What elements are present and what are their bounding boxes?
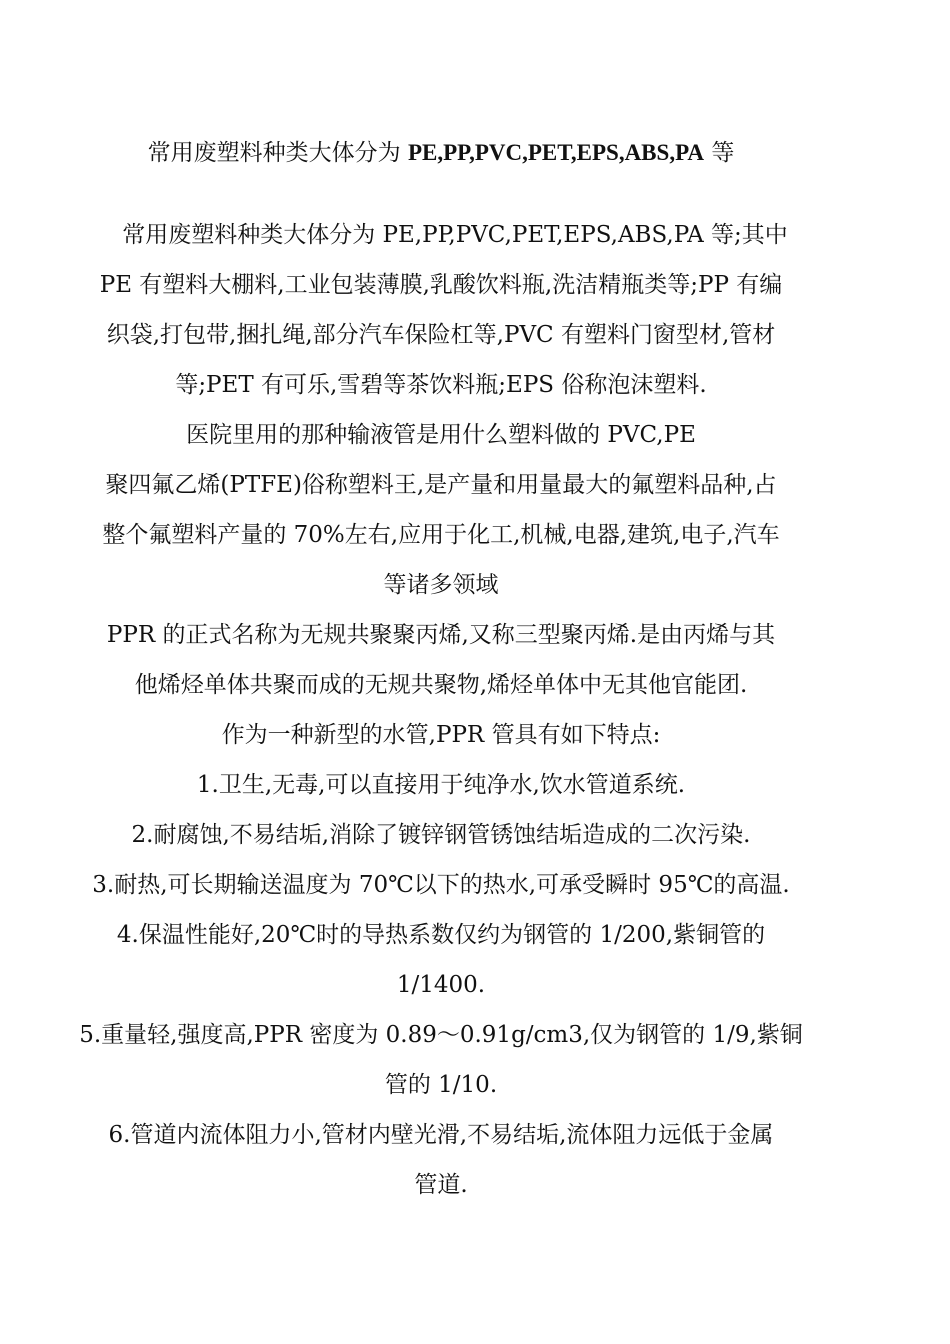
list-item-3: 3.耐热,可长期输送温度为 70℃以下的热水,可承受瞬时 95℃的高温. bbox=[92, 872, 790, 898]
body-line: 织袋,打包带,捆扎绳,部分汽车保险杠等,PVC 有塑料门窗型材,管材 bbox=[106, 322, 776, 348]
list-item-6-cont: 管道. bbox=[414, 1172, 468, 1198]
list-item-4-cont: 1/1400. bbox=[396, 972, 486, 998]
body-line: 他烯烃单体共聚而成的无规共聚物,烯烃单体中无其他官能团. bbox=[134, 672, 748, 698]
body-line: PPR 的正式名称为无规共聚聚丙烯,又称三型聚丙烯.是由丙烯与其 bbox=[106, 622, 776, 648]
document-title bbox=[68, 128, 814, 178]
body-line: 整个氟塑料产量的 70%左右,应用于化工,机械,电器,建筑,电子,汽车 bbox=[102, 522, 780, 548]
body-line: 等诸多领域 bbox=[383, 572, 499, 598]
body-line: 常用废塑料种类大体分为 PE,PP,PVC,PET,EPS,ABS,PA 等;其中 bbox=[122, 222, 788, 248]
body-line: 作为一种新型的水管,PPR 管具有如下特点: bbox=[221, 722, 661, 748]
title-suffix: 等 bbox=[704, 140, 735, 166]
list-item-4: 4.保温性能好,20℃时的导热系数仅约为钢管的 1/200,紫铜管的 bbox=[116, 922, 766, 948]
title-bold-list: PE,PP,PVC,PET,EPS,ABS,PA bbox=[407, 140, 705, 165]
list-item-5-cont: 管的 1/10. bbox=[384, 1072, 498, 1098]
document-page bbox=[68, 128, 814, 1210]
document-body bbox=[68, 210, 814, 1210]
list-item-5: 5.重量轻,强度高,PPR 密度为 0.89～0.91g/cm3,仅为钢管的 1/9,紫铜 bbox=[79, 1022, 803, 1048]
list-item-6: 6.管道内流体阻力小,管材内壁光滑,不易结垢,流体阻力远低于金属 bbox=[108, 1122, 774, 1148]
body-line: PE 有塑料大棚料,工业包装薄膜,乳酸饮料瓶,洗洁精瓶类等;PP 有编 bbox=[99, 272, 783, 298]
body-line: 聚四氟乙烯(PTFE)俗称塑料王,是产量和用量最大的氟塑料品种,占 bbox=[105, 472, 777, 498]
list-item-2: 2.耐腐蚀,不易结垢,消除了镀锌钢管锈蚀结垢造成的二次污染. bbox=[131, 822, 751, 848]
body-line: 医院里用的那种输液管是用什么塑料做的 PVC,PE bbox=[186, 422, 696, 448]
title-prefix: 常用废塑料种类大体分为 bbox=[147, 140, 408, 166]
body-line: 等;PET 有可乐,雪碧等茶饮料瓶;EPS 俗称泡沫塑料. bbox=[175, 372, 707, 398]
list-item-1: 1.卫生,无毒,可以直接用于纯净水,饮水管道系统. bbox=[196, 772, 686, 798]
